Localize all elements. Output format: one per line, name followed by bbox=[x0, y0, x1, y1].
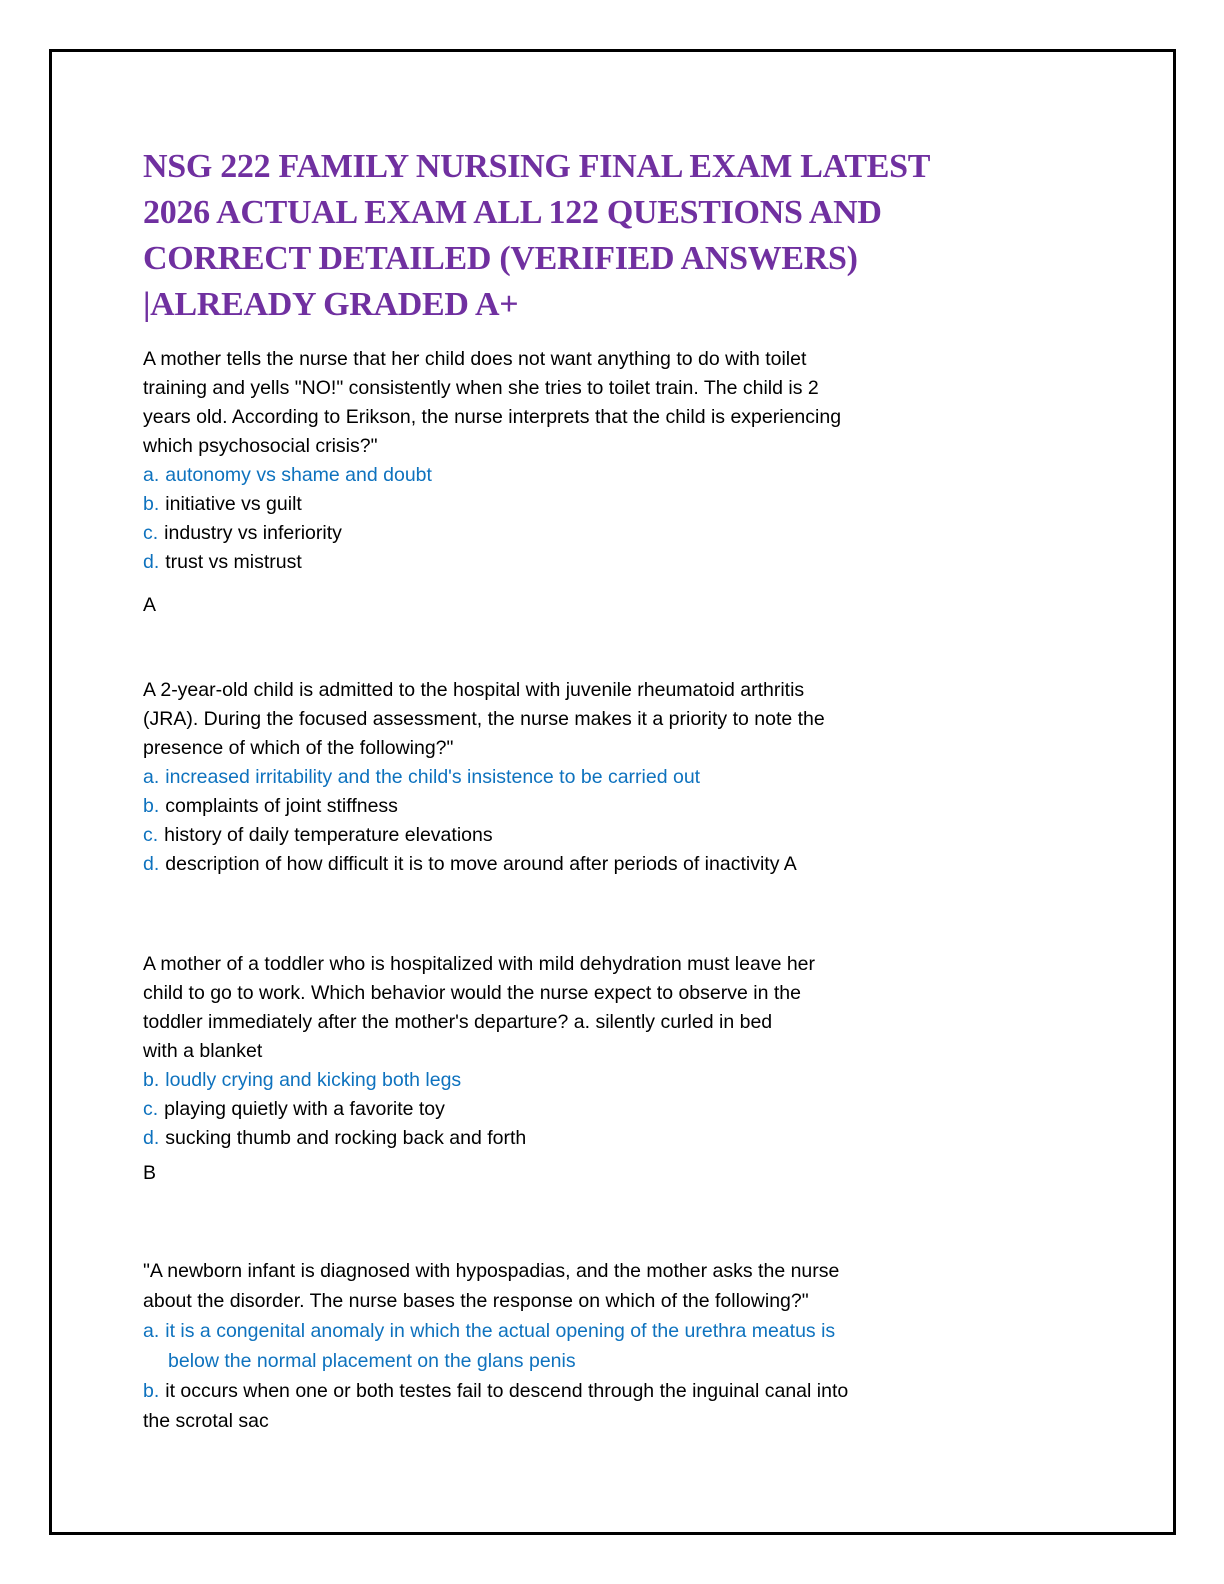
option-letter: a. bbox=[143, 464, 160, 486]
option-d bbox=[143, 850, 825, 879]
option-c bbox=[143, 519, 841, 548]
question-stem-line: years old. According to Erikson, the nurse interprets that the child is experiencing bbox=[143, 406, 842, 428]
question-stem-line: child to go to work. Which behavior would the nurse expect to observe in the bbox=[143, 982, 801, 1004]
option-text: autonomy vs shame and doubt bbox=[165, 464, 432, 486]
option-letter: b. bbox=[143, 493, 160, 515]
option-text: initiative vs guilt bbox=[165, 493, 302, 515]
option-b-continuation bbox=[143, 1406, 848, 1436]
question-block-3 bbox=[143, 950, 815, 1153]
title-line: 2026 ACTUAL EXAM ALL 122 QUESTIONS AND bbox=[143, 194, 882, 231]
question-stem-line: A 2-year-old child is admitted to the hospital with juvenile rheumatoid arthritis bbox=[143, 679, 805, 701]
option-letter: d. bbox=[143, 853, 160, 875]
option-text: the scrotal sac bbox=[143, 1410, 269, 1432]
question-stem-line: about the disorder. The nurse bases the response on which of the following?" bbox=[143, 1290, 809, 1312]
answer-letter: B bbox=[143, 1162, 157, 1184]
option-text: below the normal placement on the glans penis bbox=[168, 1350, 576, 1372]
question-stem-line: (JRA). During the focused assessment, the nurse makes it a priority to note the bbox=[143, 708, 825, 730]
question-stem-line: presence of which of the following?" bbox=[143, 737, 454, 759]
option-b bbox=[143, 1066, 815, 1095]
option-letter: a. bbox=[143, 1320, 160, 1342]
question-block-2 bbox=[143, 676, 825, 879]
option-d bbox=[143, 1124, 815, 1153]
question-stem-line: which psychosocial crisis?" bbox=[143, 435, 378, 457]
option-text: history of daily temperature elevations bbox=[164, 824, 493, 846]
option-a bbox=[143, 763, 825, 792]
option-c bbox=[143, 1095, 815, 1124]
document-title bbox=[143, 144, 930, 328]
option-d bbox=[143, 548, 841, 577]
question-block-1 bbox=[143, 345, 841, 577]
question-stem-line: training and yells "NO!" consistently when she tries to toilet train. The child is 2 bbox=[143, 377, 819, 399]
question-stem-line: "A newborn infant is diagnosed with hypospadias, and the mother asks the nurse bbox=[143, 1260, 840, 1282]
option-text: industry vs inferiority bbox=[164, 522, 342, 544]
option-text: it is a congenital anomaly in which the actual opening of the urethra meatus is bbox=[165, 1320, 836, 1342]
option-letter: b. bbox=[143, 1069, 160, 1091]
option-b bbox=[143, 792, 825, 821]
option-letter: b. bbox=[143, 795, 160, 817]
question-block-4 bbox=[143, 1256, 848, 1436]
option-text: playing quietly with a favorite toy bbox=[164, 1098, 445, 1120]
option-letter: c. bbox=[143, 1098, 159, 1120]
option-text: increased irritability and the child's insistence to be carried out bbox=[165, 766, 701, 788]
option-a bbox=[143, 1316, 848, 1346]
option-letter: b. bbox=[143, 1380, 160, 1402]
title-line: CORRECT DETAILED (VERIFIED ANSWERS) bbox=[143, 240, 858, 277]
question-stem-line: A mother tells the nurse that her child does not want anything to do with toilet bbox=[143, 348, 807, 370]
title-line: |ALREADY GRADED A+ bbox=[143, 286, 519, 323]
question-stem-line: with a blanket bbox=[143, 1040, 263, 1062]
option-b bbox=[143, 1376, 848, 1406]
option-letter: c. bbox=[143, 824, 159, 846]
option-letter: d. bbox=[143, 1127, 160, 1149]
answer-letter: A bbox=[143, 594, 157, 616]
question-stem-line: A mother of a toddler who is hospitalized with mild dehydration must leave her bbox=[143, 953, 816, 975]
option-letter: d. bbox=[143, 551, 160, 573]
option-c bbox=[143, 821, 825, 850]
option-a-continuation bbox=[143, 1346, 848, 1376]
option-text: complaints of joint stiffness bbox=[165, 795, 398, 817]
option-text: loudly crying and kicking both legs bbox=[165, 1069, 462, 1091]
title-line: NSG 222 FAMILY NURSING FINAL EXAM LATEST bbox=[143, 148, 931, 185]
question-stem-line: toddler immediately after the mother's departure? a. silently curled in bed bbox=[143, 1011, 773, 1033]
option-a bbox=[143, 461, 841, 490]
option-letter: a. bbox=[143, 766, 160, 788]
option-b bbox=[143, 490, 841, 519]
option-text: it occurs when one or both testes fail to descend through the inguinal canal into bbox=[165, 1380, 849, 1402]
option-text: trust vs mistrust bbox=[165, 551, 302, 573]
option-text: sucking thumb and rocking back and forth bbox=[165, 1127, 527, 1149]
option-text: description of how difficult it is to move around after periods of inactivity A bbox=[165, 853, 797, 875]
option-letter: c. bbox=[143, 522, 159, 544]
